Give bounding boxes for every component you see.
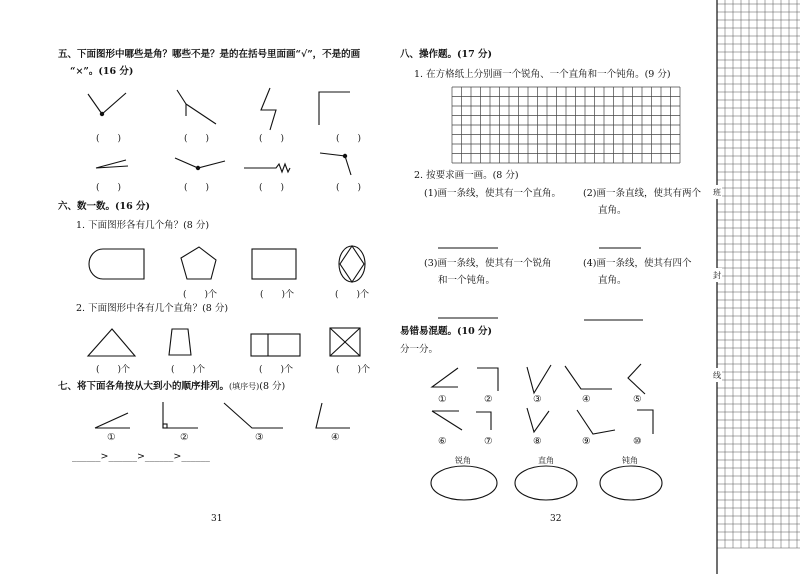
section5-title-cont: “×”。(16 分) [70,66,134,77]
answer-paren[interactable]: ( ) [184,134,210,144]
sort-label: ⑩ [633,436,642,447]
ellipse-label-acute: 锐角 [455,456,471,465]
section6-q1: 1. 下面图形各有几个角？(8 分) [76,220,210,231]
ellipse-label-obtuse: 钝角 [622,456,638,465]
angle-label: ③ [255,432,264,443]
answer-paren[interactable]: ( ) [336,134,362,144]
section5-title: 五、下面图形中哪些是角？哪些不是？是的在括号里面画“√”，不是的画 [58,49,361,60]
error-section-title: 易错易混题。(10 分) [400,326,493,337]
margin-char-ban: 班 [713,188,721,197]
section6-title: 六、数一数。(16 分) [58,201,151,212]
q2-item3a: (3)画一条线，使其有一个锐角 [424,258,552,269]
count-blank[interactable]: ( )个 [96,365,131,375]
sort-label: ⑨ [582,436,591,447]
count-blank[interactable]: ( )个 [183,290,218,300]
answer-paren[interactable]: ( ) [259,134,285,144]
section7-title-text: 七、将下面各角按从大到小的顺序排列。 [58,381,230,392]
section6-q2: 2. 下面图形中各有几个直角？(8 分) [76,303,229,314]
answer-paren[interactable]: ( ) [336,183,362,193]
section7-note: (填序号) [229,382,260,391]
count-blank[interactable]: ( )个 [260,290,295,300]
q2-item2a: (2)画一条直线，使其有两个 [583,188,701,199]
count-blank[interactable]: ( )个 [171,365,206,375]
sort-label: ② [484,394,493,405]
answer-paren[interactable]: ( ) [96,134,122,144]
margin-char-xian: 线 [713,371,721,380]
sort-label: ⑥ [438,436,447,447]
count-blank[interactable]: ( )个 [336,365,371,375]
sort-label: ⑦ [484,436,493,447]
sort-label: ① [438,394,447,405]
page-number-left: 31 [211,514,223,524]
sort-label: ⑤ [633,394,642,405]
sort-label: ④ [582,394,591,405]
margin-char-feng: 封 [713,271,721,280]
error-section-sub: 分一分。 [400,344,439,355]
answer-paren[interactable]: ( ) [184,183,210,193]
q2-item2b: 直角。 [598,205,627,216]
sort-label: ⑧ [533,436,542,447]
order-answer-line[interactable]: ______>______>______>______ [72,451,210,462]
answer-paren[interactable]: ( ) [96,183,122,193]
count-blank[interactable]: ( )个 [259,365,294,375]
section8-q2: 2. 按要求画一画。(8 分) [414,170,519,181]
section8-title: 八、操作题。(17 分) [400,49,493,60]
angle-label: ① [107,432,116,443]
page-number-right: 32 [550,514,562,524]
sort-label: ③ [533,394,542,405]
section8-q1: 1. 在方格纸上分别画一个锐角、一个直角和一个钝角。(9 分) [414,69,671,80]
section7-score: (8 分) [259,381,286,392]
angle-label: ② [180,432,189,443]
count-blank[interactable]: ( )个 [335,290,370,300]
answer-paren[interactable]: ( ) [259,183,285,193]
q2-item1: (1)画一条线，使其有一个直角。 [424,188,561,199]
q2-item4b: 直角。 [598,275,627,286]
q2-item3b: 和一个钝角。 [438,275,496,286]
q2-item4a: (4)画一条线，使其有四个 [583,258,692,269]
ellipse-label-right: 直角 [538,456,554,465]
angle-label: ④ [331,432,340,443]
